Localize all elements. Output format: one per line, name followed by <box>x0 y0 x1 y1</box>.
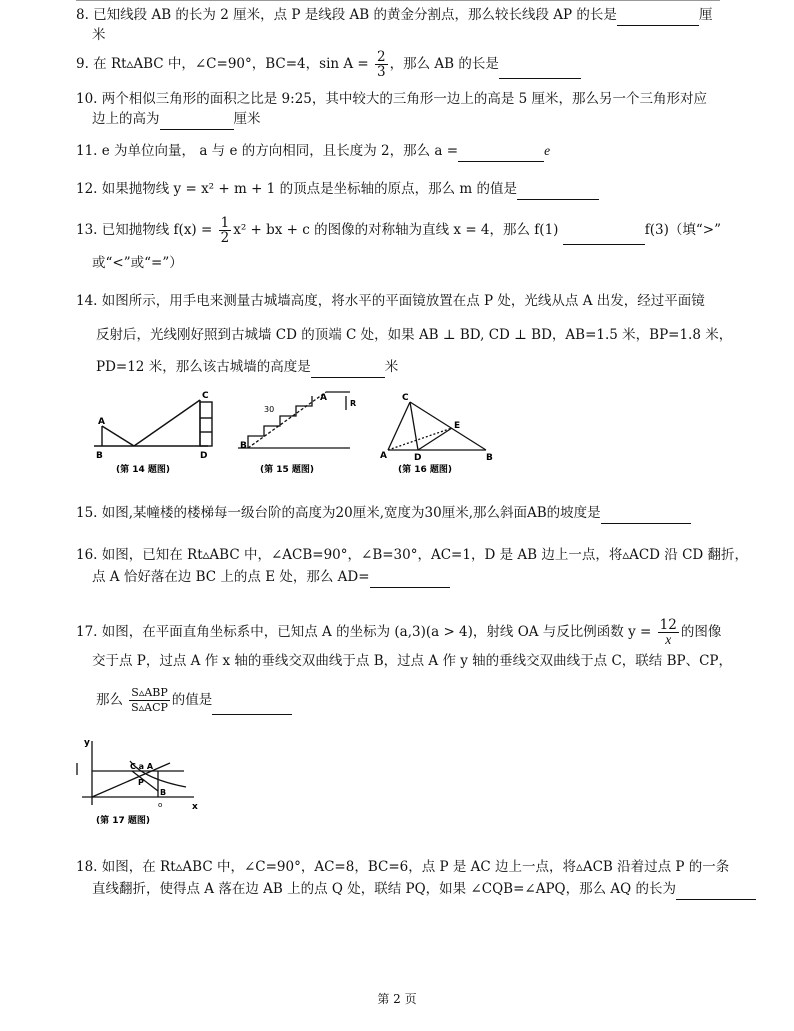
question-17-text-3: 交于点 P，过点 A 作 x 轴的垂线交双曲线于点 B，过点 A 作 y 轴的垂线交双曲线于点 C，联结 BP、CP， <box>92 653 732 669</box>
fig14-label-c: C <box>202 391 209 401</box>
fig14-wall-block <box>200 402 212 446</box>
fraction-denominator: x <box>665 632 672 647</box>
question-17-text: 17. 如图，在平面直角坐标系中，已知点 A 的坐标为 (a,3)(a > 4)，射线 OA 与反比例函数 y = <box>76 624 652 640</box>
answer-blank-15[interactable] <box>601 507 691 524</box>
question-17-cont-2 <box>96 686 756 715</box>
fig16-line-ca <box>388 402 410 450</box>
question-10-text: 10. 两个相似三角形的面积之比是 9:25，其中较大的三角形一边上的高是 5 厘米，那么另一个三角形对应 <box>76 91 708 107</box>
question-10-unit: 厘米 <box>233 111 261 127</box>
figure-14 <box>94 400 212 446</box>
fig14-ray-incident <box>102 426 134 446</box>
fraction-numerator: 2 <box>377 49 386 65</box>
question-13-text: 13. 已知抛物线 f(x) = <box>76 222 213 238</box>
question-15-text: 15. 如图,某幢楼的楼梯每一级台阶的高度为20厘米,宽度为30厘米,那么斜面AB的坡度是 <box>76 505 601 521</box>
fig15-label-a: A <box>320 393 327 403</box>
answer-blank-14[interactable] <box>311 361 385 378</box>
question-9-text-2: ，那么 AB 的长是 <box>389 56 499 72</box>
question-14-cont <box>96 324 756 346</box>
fig15-label-r: R <box>350 399 357 408</box>
answer-blank-13[interactable] <box>563 228 645 245</box>
answer-blank-11[interactable] <box>458 145 544 162</box>
fig15-label-30: 30 <box>264 405 275 414</box>
answer-blank-12[interactable] <box>517 183 599 200</box>
question-17-cont <box>92 650 752 672</box>
question-8 <box>76 4 736 26</box>
question-13-text-4: 或“<”或“=”） <box>92 255 183 271</box>
fig14-label-d: D <box>200 451 208 461</box>
fraction-denominator: 3 <box>377 64 386 80</box>
question-17-text-2: 的图像 <box>680 624 722 640</box>
fraction-numerator: S▵ABP <box>131 686 168 699</box>
fraction-area-ratio <box>129 686 170 715</box>
fraction-numerator: 12 <box>659 617 677 633</box>
question-16-cont <box>92 566 752 588</box>
fig15-stairs <box>248 396 312 448</box>
question-16-text: 16. 如图，已知在 Rt▵ABC 中，∠ACB=90°，∠B=30°，AC=1，D 是 AB 边上一点，将▵ACD 沿 CD 翻折， <box>76 547 749 563</box>
question-18-text-2: 直线翻折，使得点 A 落在边 AB 上的点 Q 处，联结 PQ，如果 ∠CQB=∠APQ，那么 AQ 的长为 <box>92 881 677 897</box>
question-18-text: 18. 如图，在 Rt▵ABC 中，∠C=90°，AC=8，BC=6，点 P 是 AC 边上一点，将▵ACB 沿着过点 P 的一条 <box>76 859 730 875</box>
fig17-label-ca: C a A <box>130 762 154 771</box>
answer-blank-17[interactable] <box>212 698 292 715</box>
figures-14-15-16 <box>88 388 528 478</box>
fig17-label-o: o <box>158 801 163 809</box>
figure-17 <box>74 735 204 827</box>
fraction-2-3 <box>375 50 388 79</box>
question-13-text-3: f(3)（填“>” <box>644 222 721 238</box>
caption-16: (第 16 题图) <box>398 465 453 475</box>
question-8-unit-2: 米 <box>92 27 106 43</box>
fig16-label-b: B <box>486 453 493 463</box>
fig16-label-d: D <box>414 453 422 463</box>
fraction-denominator: S▵ACP <box>131 701 168 714</box>
fig16-line-cb <box>410 402 486 450</box>
fig17-label-y: y <box>84 738 90 748</box>
question-14-text: 14. 如图所示，用手电来测量古城墙高度，将水平的平面镜放置在点 P 处，光线从点 A 出发，经过平面镜 <box>76 293 705 309</box>
figure-16 <box>388 402 486 450</box>
fig16-line-ae <box>388 428 452 450</box>
answer-blank-18[interactable] <box>676 883 756 900</box>
question-8-cont <box>92 24 752 46</box>
question-13-text-2: x² + bx + c 的图像的对称轴为直线 x = 4，那么 f(1) <box>233 222 559 238</box>
caption-14: (第 14 题图) <box>116 465 171 475</box>
question-16 <box>76 544 749 566</box>
question-17 <box>76 618 736 647</box>
fraction-numerator: 1 <box>220 215 230 231</box>
question-9 <box>76 50 736 79</box>
question-12 <box>76 178 736 200</box>
question-18 <box>76 856 736 878</box>
fraction-denominator: 2 <box>220 230 230 246</box>
top-divider <box>76 0 720 1</box>
question-17-text-4: 那么 <box>96 692 123 708</box>
fig15-label-b: B <box>240 441 247 451</box>
question-8-unit: 厘 <box>698 7 713 23</box>
fig17-label-p: P <box>138 778 144 787</box>
question-14-cont-2 <box>96 356 756 378</box>
answer-blank-10[interactable] <box>160 113 234 130</box>
fig15-slope-ab <box>248 392 326 448</box>
answer-blank-9[interactable] <box>499 62 581 79</box>
question-15 <box>76 502 736 524</box>
question-14-text-3: PD=12 米，那么该古城墙的高度是 <box>96 359 311 375</box>
question-10-text-2: 边上的高为 <box>92 111 160 127</box>
question-11-text: 11. e 为单位向量， a 与 e 的方向相同，且长度为 2，那么 a = <box>76 143 459 159</box>
question-10 <box>76 88 736 110</box>
question-10-cont <box>92 108 752 130</box>
question-18-cont <box>92 878 752 900</box>
question-14-text-2: 反射后，光线刚好照到古城墙 CD 的顶端 C 处，如果 AB ⊥ BD, CD ⊥ BD，AB=1.5 米，BP=1.8 米， <box>96 327 733 343</box>
fig17-label-b: B <box>160 788 167 797</box>
answer-blank-16[interactable] <box>370 571 450 588</box>
caption-15: (第 15 题图) <box>260 465 315 475</box>
question-16-text-2: 点 A 恰好落在边 BC 上的点 E 处，那么 AD= <box>92 569 370 585</box>
fig16-label-e: E <box>454 421 461 431</box>
fig16-line-de <box>418 428 452 450</box>
vector-e: e <box>544 143 551 158</box>
fig14-label-a: A <box>98 417 105 427</box>
question-14 <box>76 290 736 312</box>
fig14-label-b: B <box>96 451 103 461</box>
fig14-ray-reflected <box>134 400 200 446</box>
figure-15 <box>238 392 350 448</box>
fig16-label-a: A <box>380 451 387 461</box>
question-13-cont <box>92 252 752 274</box>
question-17-text-5: 的值是 <box>171 692 213 708</box>
question-14-unit: 米 <box>384 359 399 375</box>
question-12-text: 12. 如果抛物线 y = x² + m + 1 的顶点是坐标轴的原点，那么 m 的值是 <box>76 181 517 197</box>
question-8-text: 8. 已知线段 AB 的长为 2 厘米，点 P 是线段 AB 的黄金分割点，那么较长线段 AP 的长是 <box>76 7 617 23</box>
fig16-line-cd <box>410 402 418 450</box>
question-9-text: 9. 在 Rt▵ABC 中，∠C=90°，BC=4，sin A = <box>76 56 369 72</box>
fraction-12-x <box>658 618 679 647</box>
question-13 <box>76 216 736 245</box>
caption-17: (第 17 题图) <box>96 816 151 826</box>
fig17-label-x: x <box>192 802 198 812</box>
fraction-1-2 <box>219 216 232 245</box>
question-11 <box>76 140 736 162</box>
fig16-label-c: C <box>402 393 409 403</box>
page-number: 第 2 页 <box>377 992 417 1006</box>
